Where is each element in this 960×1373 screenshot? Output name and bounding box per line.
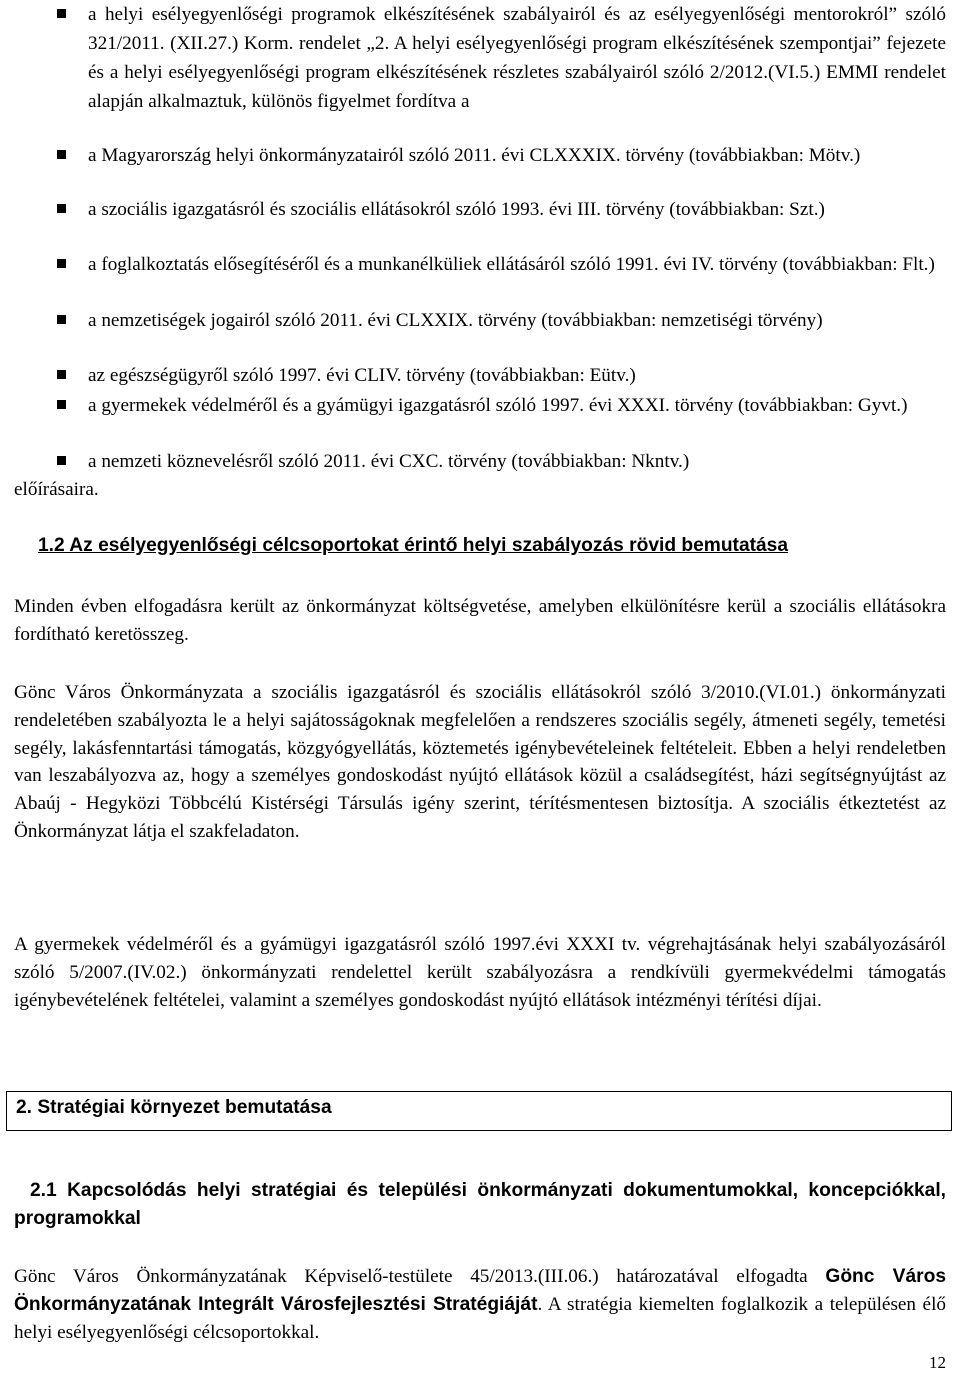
square-bullet-icon — [57, 204, 66, 213]
list-item — [0, 250, 960, 279]
list-item-text: a gyermekek védelméről és a gyámügyi igazgatásról szóló 1997. évi XXXI. törvény (továbbiakban: Gyvt.) — [88, 395, 908, 416]
list-item — [0, 141, 960, 170]
section-2-1-heading: 2.1 Kapcsolódás helyi stratégiai és települési önkormányzati dokumentumokkal, koncepciókkal, programokkal — [14, 1180, 946, 1229]
paragraph-text: . A stratégia kiemelten foglalkozik a településen élő helyi esélyegyenlőségi célcsoportokkal. — [14, 1293, 946, 1343]
list-item-text: az egészségügyről szóló 1997. évi CLIV. törvény (továbbiakban: Eütv.) — [88, 365, 636, 386]
square-bullet-icon — [57, 150, 66, 159]
list-item — [0, 0, 960, 116]
paragraph: A gyermekek védelméről és a gyámügyi igazgatásról szóló 1997.évi XXXI tv. végrehajtásának helyi szabályozásáról szóló 5/2007.(IV.02.) önkormányzati rendelettel került szabályozásra a rendkívüli gyermekvédelmi támogatás igénybevételének feltételei, valamint a személyes gondoskodást nyújtó ellátások intézményi térítési díjai. — [14, 934, 946, 1011]
square-bullet-icon — [57, 9, 66, 18]
square-bullet-icon — [57, 400, 66, 409]
strategy-title: Gönc Város Önkormányzatának Integrált Városfejlesztési Stratégiáját — [14, 1266, 946, 1315]
section-2-heading: 2. Stratégiai környezet bemutatása — [16, 1097, 332, 1118]
list-item — [0, 195, 960, 224]
page-number: 12 — [929, 1353, 946, 1372]
list-item — [0, 306, 960, 335]
square-bullet-icon — [57, 315, 66, 324]
section-2-heading-box — [6, 1091, 952, 1131]
list-item-text: a foglalkoztatás elősegítéséről és a munkanélküliek ellátásáról szóló 1991. évi IV. törvény (továbbiakban: Flt.) — [88, 254, 935, 275]
square-bullet-icon — [57, 370, 66, 379]
list-item-text: a nemzetiségek jogairól szóló 2011. évi CLXXIX. törvény (továbbiakban: nemzetiségi törvény) — [88, 310, 823, 331]
square-bullet-icon — [57, 456, 66, 465]
list-item-text: a helyi esélyegyenlőségi programok elkészítésének szabályairól és az esélyegyenlőségi mentorokról” szóló 321/2011. (XII.27.) Korm. rendelet „2. A helyi esélyegyenlőségi program elkészítésének szempontjai” fejezete és a helyi esélyegyenlőségi program elkészítésének részletes szabályairól szóló 2/2012.(VI.5.) EMMI rendelet alapján alkalmaztuk, különös figyelmet fordítva a — [88, 4, 946, 112]
list-item — [0, 391, 960, 420]
list-item-text: a szociális igazgatásról és szociális ellátásokról szóló 1993. évi III. törvény (továbbiakban: Szt.) — [88, 199, 825, 220]
list-item — [0, 447, 960, 476]
square-bullet-icon — [57, 259, 66, 268]
paragraph-text: Gönc Város Önkormányzatának Képviselő-testülete 45/2013.(III.06.) határozatával elfogadta — [14, 1266, 826, 1287]
list-tail-text: előírásaira. — [14, 479, 99, 500]
section-1-2-heading: 1.2 Az esélyegyenlőségi célcsoportokat érintő helyi szabályozás rövid bemutatása — [38, 535, 789, 556]
list-item-text: a nemzeti köznevelésről szóló 2011. évi CXC. törvény (továbbiakban: Nkntv.) — [88, 451, 690, 472]
paragraph: Minden évben elfogadásra került az önkormányzat költségvetése, amelyben elkülönítésre kerül a szociális ellátásokra fordítható keretösszeg. — [14, 596, 946, 645]
list-item-text: a Magyarország helyi önkormányzatairól szóló 2011. évi CLXXXIX. törvény (továbbiakban: Mötv.) — [88, 145, 861, 166]
paragraph — [14, 1263, 946, 1346]
paragraph: Gönc Város Önkormányzata a szociális igazgatásról és szociális ellátásokról szóló 3/2010.(VI.01.) önkormányzati rendeletében szabályozta le a helyi sajátosságoknak megfelelően a rendszeres szociális segély, átmeneti segély, temetési segély, lakásfenntartási támogatás, közgyógyellátás, köztemetés igénybevételeinek feltételeit. Ebben a helyi rendeletben van leszabályozva az, hogy a személyes gondoskodást nyújtó ellátások közül a családsegítést, házi segítségnyújtást az Abaúj - Hegyközi Többcélú Kistérségi Társulás igény szerint, térítésmentesen biztosítja. A szociális étkeztetést az Önkormányzat látja el szakfeladaton. — [14, 682, 946, 842]
list-item — [0, 361, 960, 390]
